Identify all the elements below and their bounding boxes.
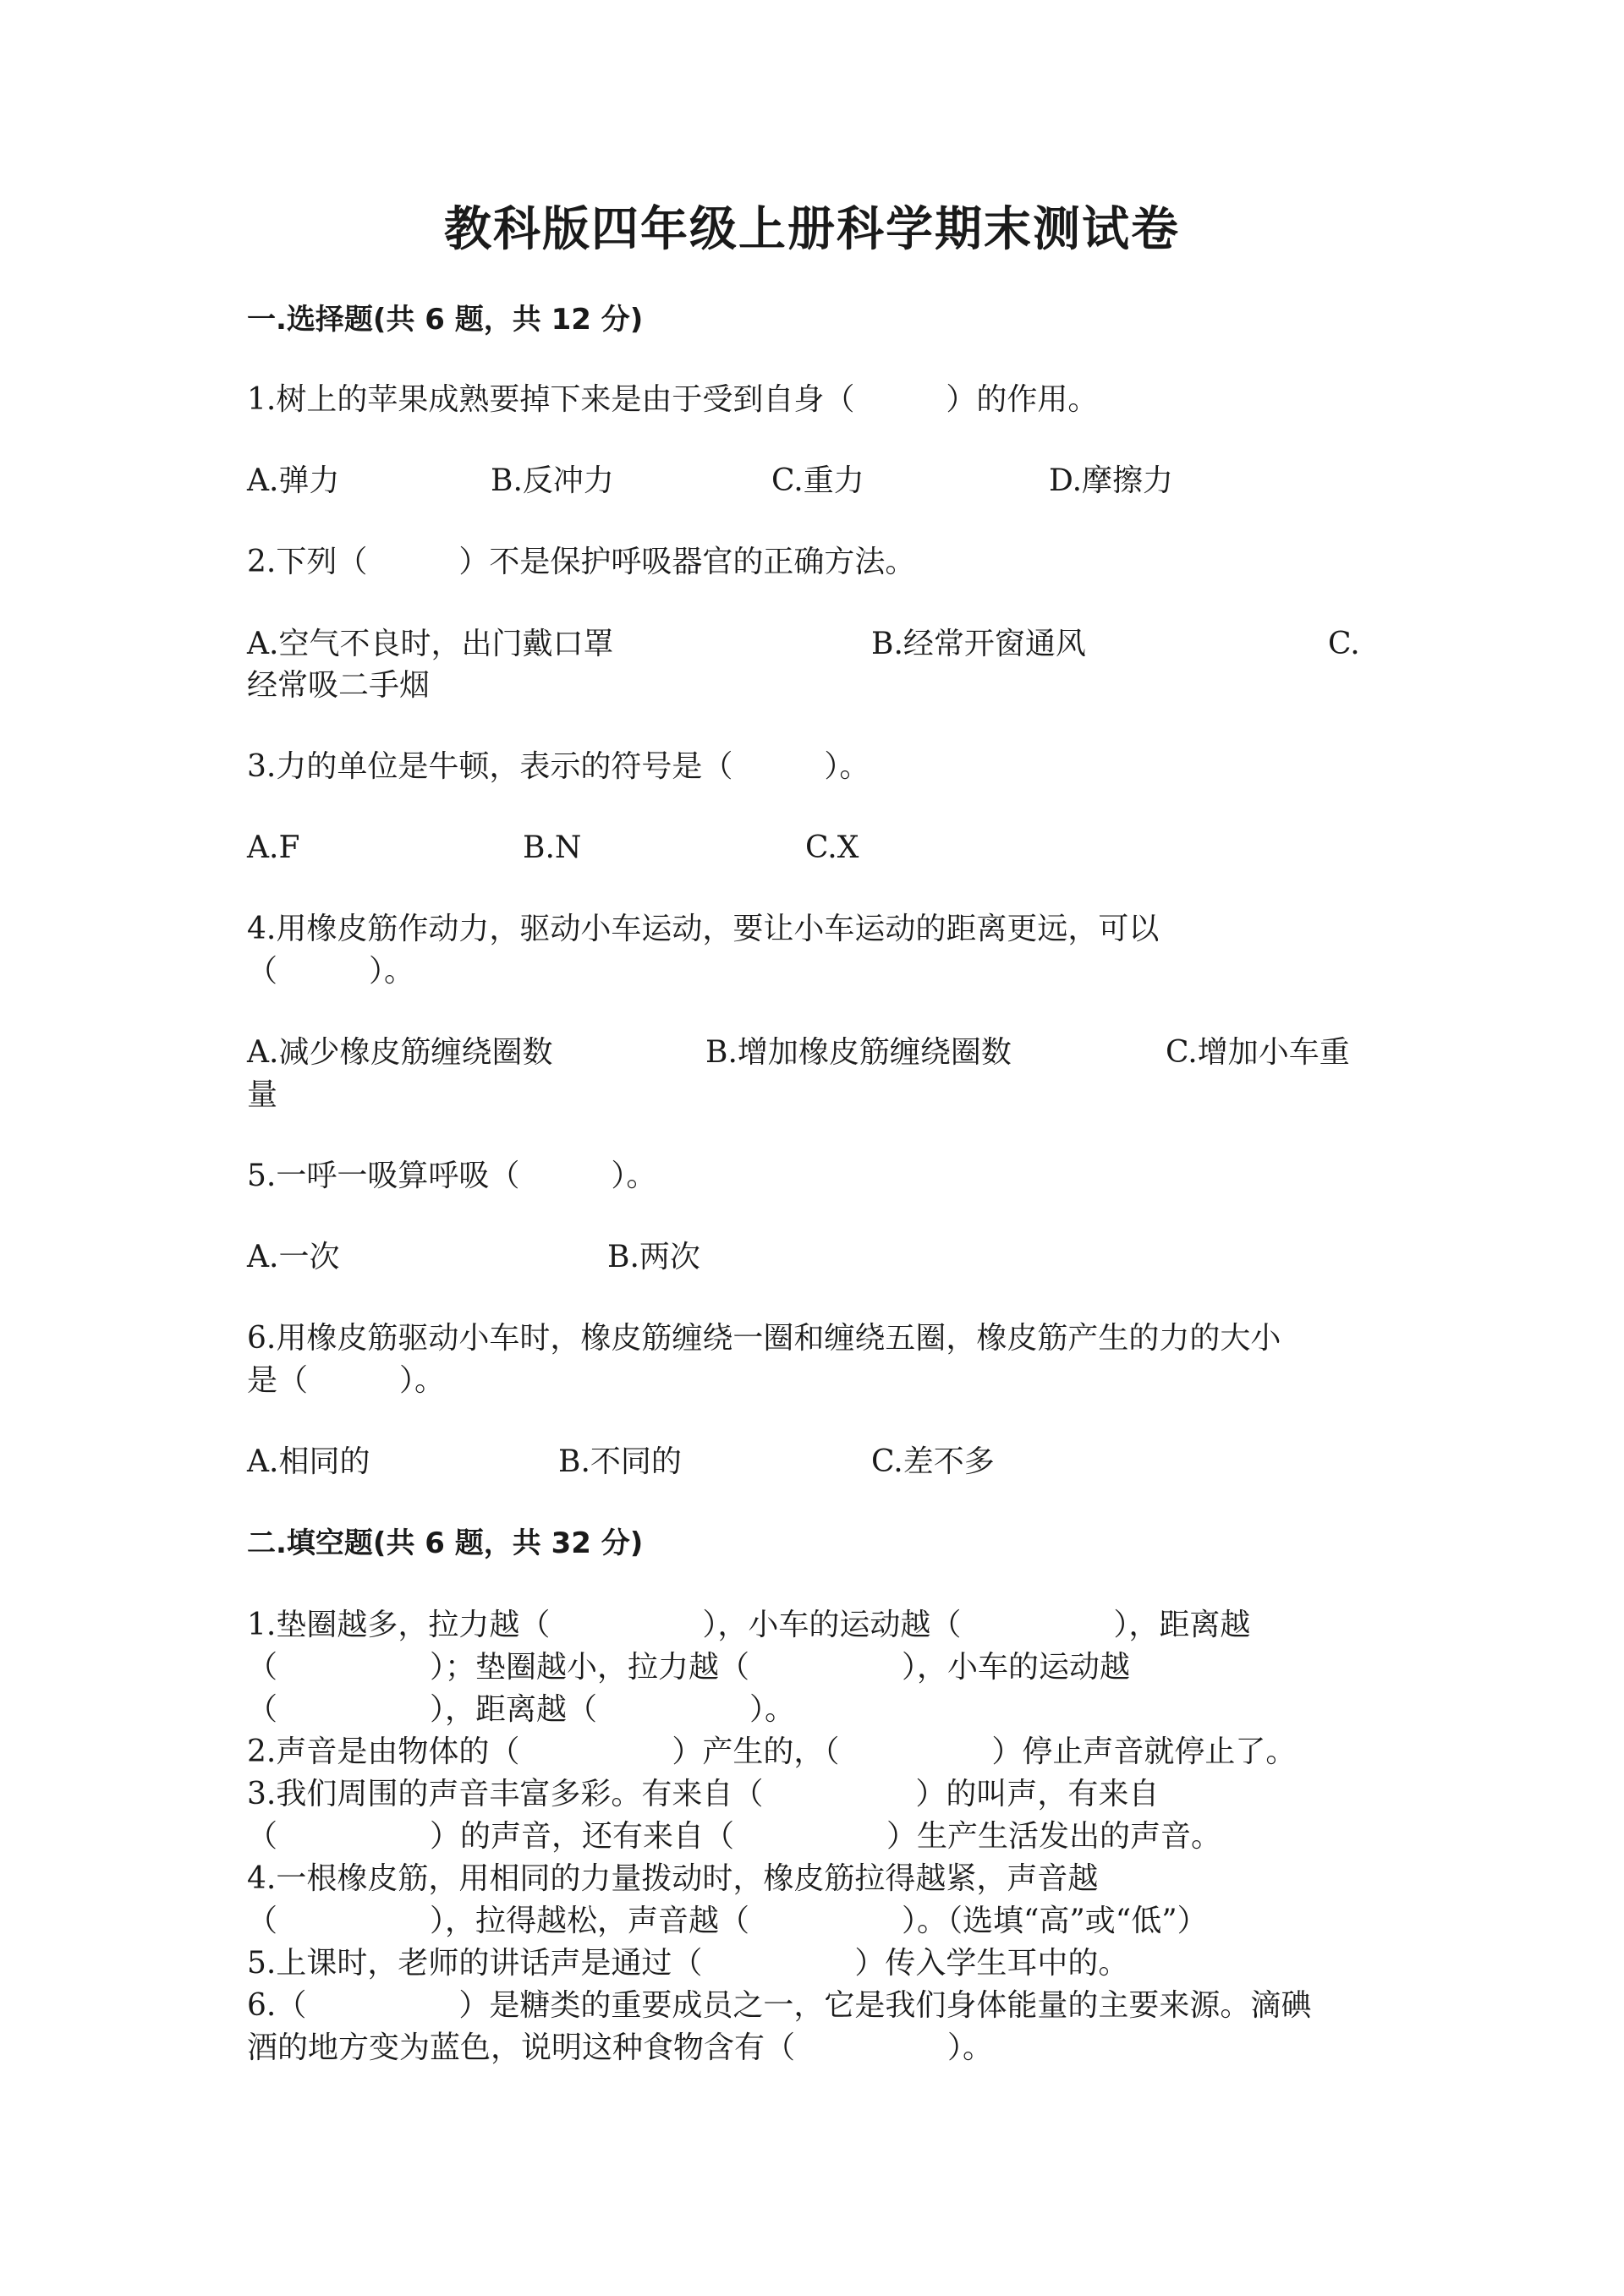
q4-option-b: B.增加橡皮筋缠绕圈数 <box>705 1035 1012 1070</box>
exam-title: 教科版四年级上册科学期末测试卷 <box>444 202 1180 257</box>
fill-line-1: 1.垫圈越多，拉力越（ ），小车的运动越（ ），距离越 <box>247 1608 1251 1642</box>
fill-line-4: 2.声音是由物体的（ ）产生的，（ ）停止声音就停止了。 <box>247 1734 1297 1769</box>
section-heading-fill: 二.填空题(共 6 题，共 32 分) <box>247 1526 644 1560</box>
q6-option-b: B.不同的 <box>558 1444 682 1479</box>
q3-option-a: A.F <box>247 830 300 865</box>
q1-option-a: A.弹力 <box>247 463 340 498</box>
fill-line-9: 5.上课时，老师的讲话声是通过（ ）传入学生耳中的。 <box>247 1946 1129 1981</box>
question-4: 4.用橡皮筋作动力，驱动小车运动，要让小车运动的距离更远，可以 <box>247 912 1160 946</box>
q2-option-c-text: 经常吸二手烟 <box>247 668 431 703</box>
q2-option-a: A.空气不良时，出门戴口罩 <box>247 627 614 661</box>
fill-line-6: （ ）的声音，还有来自（ ）生产生活发出的声音。 <box>247 1819 1222 1854</box>
section-heading-choice: 一.选择题(共 6 题，共 12 分) <box>247 303 644 337</box>
q3-option-b: B.N <box>523 830 582 865</box>
q6-option-a: A.相同的 <box>247 1444 370 1479</box>
question-6: 6.用橡皮筋驱动小车时，橡皮筋缠绕一圈和缠绕五圈，橡皮筋产生的力的大小 <box>247 1321 1281 1356</box>
fill-line-11: 酒的地方变为蓝色，说明这种食物含有（ ）。 <box>247 2030 994 2065</box>
q4-option-c-continued: 量 <box>247 1077 278 1112</box>
fill-line-5: 3.我们周围的声音丰富多彩。有来自（ ）的叫声，有来自 <box>247 1777 1160 1811</box>
fill-line-10: 6.（ ）是糖类的重要成员之一，它是我们身体能量的主要来源。滴碘 <box>247 1988 1312 2023</box>
q1-option-b: B.反冲力 <box>491 463 614 498</box>
question-2: 2.下列（ ）不是保护呼吸器官的正确方法。 <box>247 545 916 579</box>
q6-option-c: C.差不多 <box>871 1444 995 1479</box>
question-3: 3.力的单位是牛顿，表示的符号是（ ）。 <box>247 749 870 784</box>
fill-line-3: （ ），距离越（ ）。 <box>247 1692 796 1727</box>
q1-option-d: D.摩擦力 <box>1049 463 1174 498</box>
q3-option-c: C.X <box>805 830 859 865</box>
q2-option-b: B.经常开窗通风 <box>871 627 1086 661</box>
question-1: 1.树上的苹果成熟要掉下来是由于受到自身（ ）的作用。 <box>247 382 1099 417</box>
q4-option-a: A.减少橡皮筋缠绕圈数 <box>247 1035 553 1070</box>
fill-line-2: （ ）；垫圈越小，拉力越（ ），小车的运动越 <box>247 1650 1131 1685</box>
question-5: 5.一呼一吸算呼吸（ ）。 <box>247 1159 657 1193</box>
fill-line-7: 4.一根橡皮筋，用相同的力量拨动时，橡皮筋拉得越紧，声音越 <box>247 1861 1099 1896</box>
fill-line-8: （ ），拉得越松，声音越（ ）。（选填“高”或“低”） <box>247 1904 1208 1938</box>
q1-option-c: C.重力 <box>771 463 864 498</box>
q2-option-c: C. <box>1328 627 1360 661</box>
q5-option-a: A.一次 <box>247 1240 340 1274</box>
question-4-continued: （ ）。 <box>247 954 415 989</box>
q5-option-b: B.两次 <box>607 1240 700 1274</box>
question-6-continued: 是（ ）。 <box>247 1363 446 1398</box>
q4-option-c: C.增加小车重 <box>1166 1035 1350 1070</box>
